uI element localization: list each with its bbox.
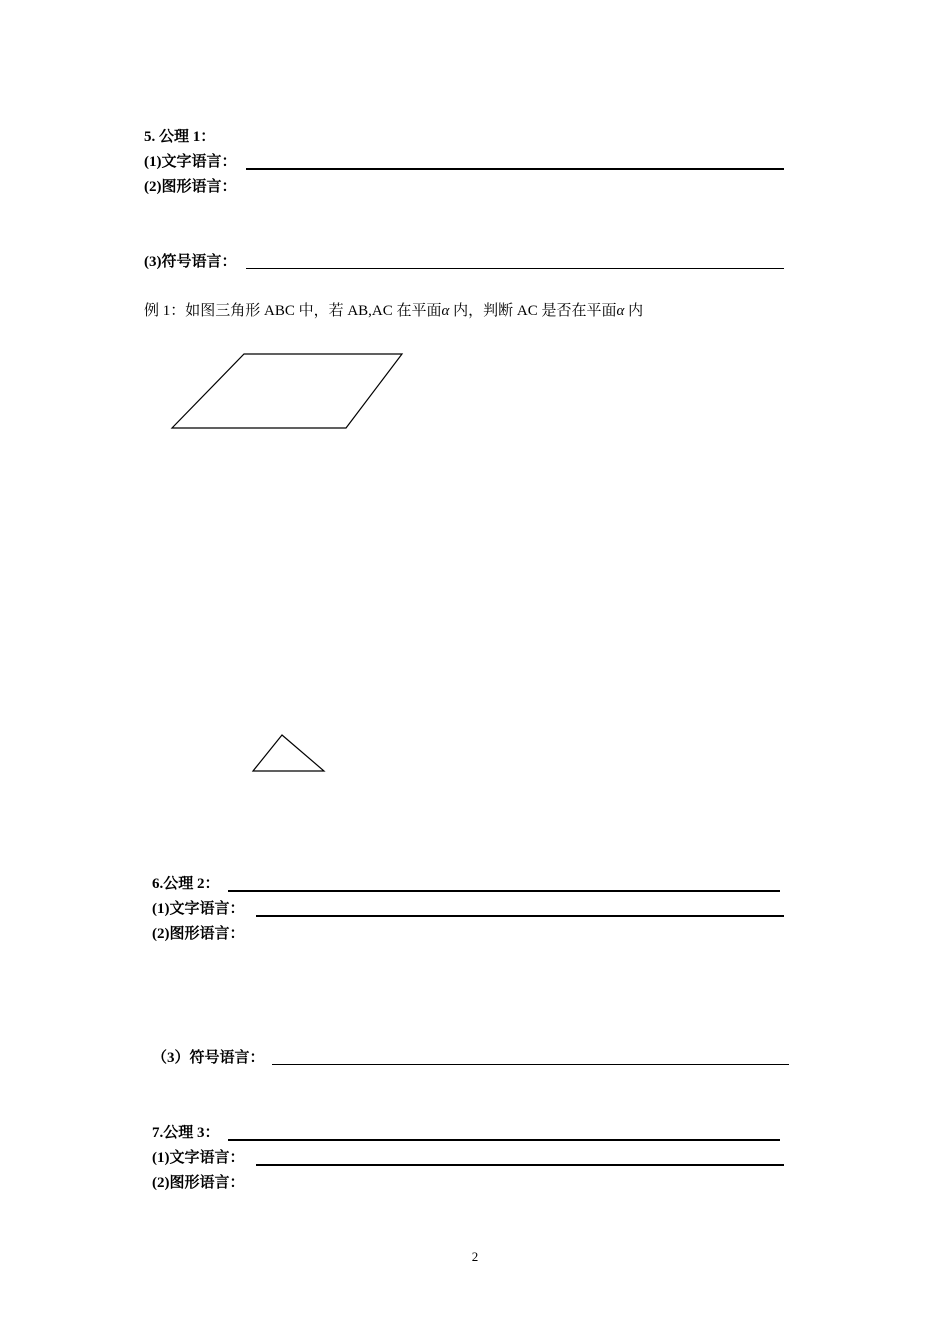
page-number: 2 — [471, 1249, 479, 1264]
axiom2-text-answer-line[interactable] — [256, 915, 784, 917]
axiom2-answer-line[interactable] — [228, 890, 780, 892]
axiom2-text-language-label: (1)文字语言： — [152, 901, 245, 917]
triangle-abc — [253, 735, 324, 771]
axiom3-figure-language-label: (2)图形语言： — [152, 1175, 245, 1191]
alpha-symbol: α — [441, 303, 450, 319]
axiom2-symbol-answer-line[interactable] — [272, 1064, 789, 1065]
axiom2-figure-language-label: (2)图形语言： — [152, 926, 245, 942]
axiom1-title: 5. 公理 1： — [144, 129, 216, 145]
axiom3-title: 7.公理 3： — [152, 1125, 220, 1141]
plane-parallelogram — [172, 354, 402, 428]
axiom1-text-language-label: (1)文字语言： — [144, 154, 237, 170]
axiom1-symbol-language-label: (3)符号语言： — [144, 254, 237, 270]
axiom3-text-answer-line[interactable] — [256, 1164, 784, 1166]
alpha-symbol: α — [616, 303, 625, 319]
axiom2-symbol-language-label: （3）符号语言： — [152, 1050, 265, 1066]
example1-prefix: 例 1：如图三角形 ABC 中，若 AB,AC 在平面 — [144, 303, 442, 319]
axiom1-figure-language-label: (2)图形语言： — [144, 179, 237, 195]
axiom3-text-language-label: (1)文字语言： — [152, 1150, 245, 1166]
example1-suffix: 内 — [624, 303, 644, 319]
axiom2-title: 6.公理 2： — [152, 876, 220, 892]
example1-middle: 内，判断 AC 是否在平面 — [449, 303, 617, 319]
axiom3-answer-line[interactable] — [228, 1139, 780, 1141]
